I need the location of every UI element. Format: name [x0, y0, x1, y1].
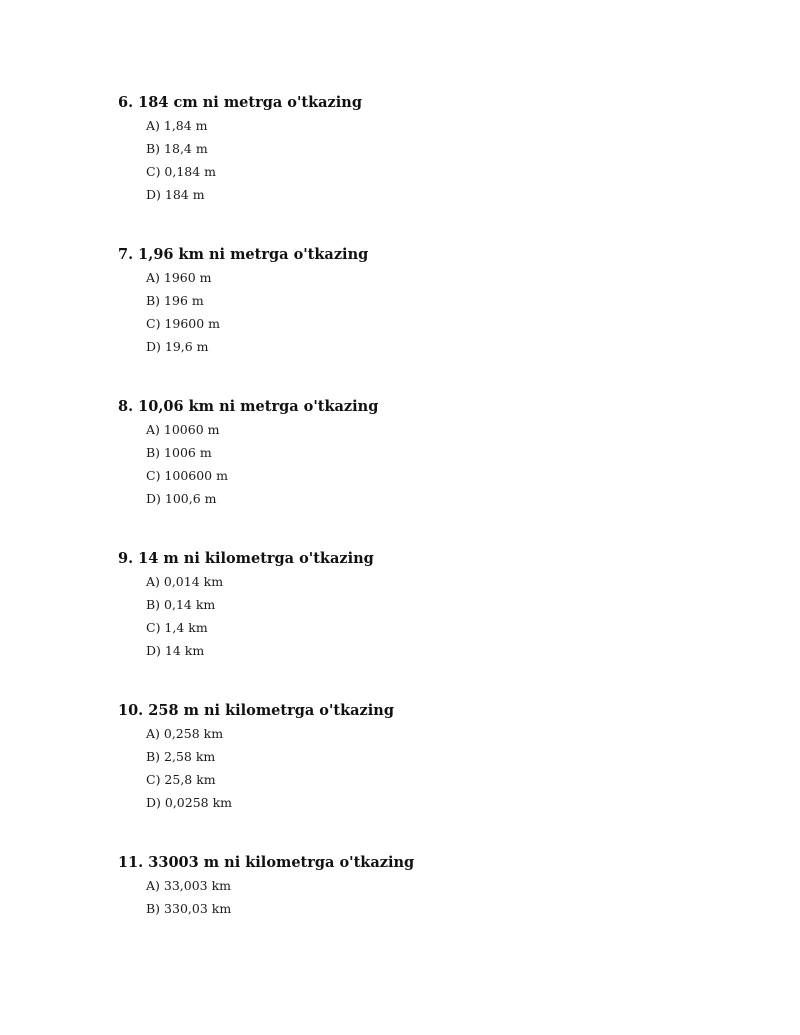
question-6	[118, 94, 718, 202]
option-b: B) 330,03 km	[146, 901, 232, 916]
option-d: D) 100,6 m	[146, 491, 217, 506]
option-b: B) 2,58 km	[146, 749, 216, 764]
answer-options	[146, 722, 232, 814]
option-c: C) 19600 m	[146, 316, 221, 331]
option-a: A) 1960 m	[146, 270, 212, 285]
answer-options	[146, 266, 220, 358]
option-c: C) 0,184 m	[146, 164, 217, 179]
answer-options	[146, 114, 216, 206]
option-b: B) 18,4 m	[146, 141, 208, 156]
option-b: B) 1006 m	[146, 445, 212, 460]
question-title: 8. 10,06 km ni metrga o'tkazing	[118, 398, 379, 415]
question-9	[118, 550, 718, 658]
option-a: A) 33,003 km	[146, 878, 232, 893]
option-c: C) 25,8 km	[146, 772, 216, 787]
answer-options	[146, 570, 223, 662]
question-title: 9. 14 m ni kilometrga o'tkazing	[118, 550, 374, 567]
question-8	[118, 398, 718, 506]
option-a: A) 0,258 km	[146, 726, 224, 741]
option-d: D) 14 km	[146, 643, 205, 658]
option-d: D) 19,6 m	[146, 339, 209, 354]
question-title: 7. 1,96 km ni metrga o'tkazing	[118, 246, 369, 263]
question-11	[118, 854, 718, 916]
option-a: A) 10060 m	[146, 422, 220, 437]
answer-options	[146, 874, 231, 920]
option-b: B) 0,14 km	[146, 597, 216, 612]
answer-options	[146, 418, 228, 510]
option-d: D) 184 m	[146, 187, 205, 202]
option-b: B) 196 m	[146, 293, 204, 308]
option-d: D) 0,0258 km	[146, 795, 233, 810]
option-c: C) 100600 m	[146, 468, 228, 483]
question-title: 11. 33003 m ni kilometrga o'tkazing	[118, 854, 415, 871]
option-a: A) 0,014 km	[146, 574, 224, 589]
question-7	[118, 246, 718, 354]
option-a: A) 1,84 m	[146, 118, 208, 133]
option-c: C) 1,4 km	[146, 620, 208, 635]
question-title: 10. 258 m ni kilometrga o'tkazing	[118, 702, 394, 719]
question-10	[118, 702, 718, 810]
question-title: 6. 184 cm ni metrga o'tkazing	[118, 94, 362, 111]
